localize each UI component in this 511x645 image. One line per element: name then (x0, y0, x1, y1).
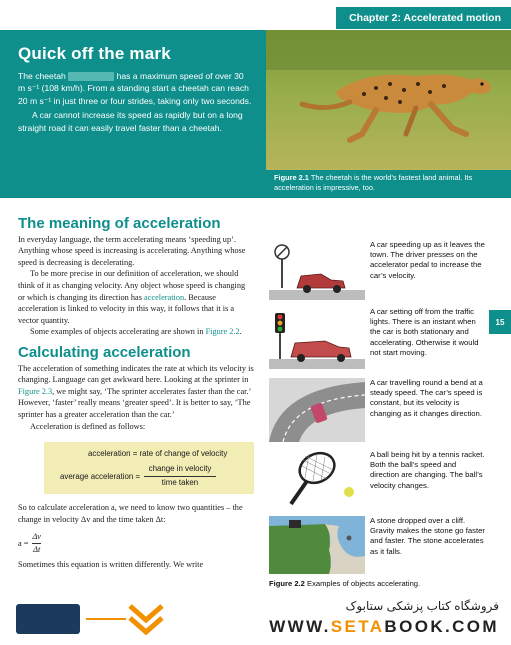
url-suffix: BOOK.COM (384, 617, 499, 636)
calc-paragraph-1 (18, 363, 254, 421)
main-column (18, 215, 254, 571)
figure-2-1-caption (266, 170, 511, 198)
cliff-stone-illustration (269, 516, 365, 574)
average-acceleration-lhs: average acceleration = (60, 472, 141, 482)
top-bar (0, 0, 511, 30)
fraction-denominator: time taken (161, 477, 199, 487)
url-prefix: WWW. (269, 617, 331, 636)
caption-label: Figure 2.1 (274, 173, 309, 182)
intro-title: Quick off the mark (18, 44, 171, 63)
fraction-numerator: change in velocity (144, 463, 216, 477)
watermark-footer (0, 592, 511, 645)
intro-paragraph-1 (18, 70, 252, 107)
caption-text: The cheetah is the world’s fastest land animal. Its acceleration is impressive, too. (274, 173, 473, 192)
meaning-paragraph-1: In everyday language, the term accelerating means ‘speeding up’. Anything whose speed is increasing is accelerating. Anything whose speed is decreasing is decelerating. (18, 234, 246, 267)
equation-denominator: Δt (33, 544, 41, 554)
acceleration-link[interactable]: acceleration (144, 292, 185, 302)
figure-text-2: A car setting off from the traffic lights. There is an instant when the car is both stationary and accelerating. Otherwise it would not start moving. (370, 307, 479, 357)
figure-text-3: A car travelling round a bend at a steady speed. The car’s speed is constant, but its velocity is changing as it changes direction. (370, 378, 483, 418)
cheetah-photo (266, 30, 511, 170)
text-span: , we might say, ‘The sprinter accelerates faster than the car.’ However, ‘faster’ really means ‘greater speed’. It is better to say, ‘The sprinter has a greater acceleration than the car.’ (18, 386, 251, 419)
setabook-logo (10, 600, 170, 640)
section-title-meaning: The meaning of acceleration (18, 215, 221, 232)
figure-2-2-caption (269, 579, 420, 588)
page-number: 15 (489, 310, 511, 334)
figure-text-5: A stone dropped over a cliff. Gravity makes the stone go faster and faster. The stone accelerates as it falls. (370, 516, 485, 556)
figure-text-1: A car speeding up as it leaves the town. The driver presses on the accelerator pedal to increase the car’s velocity. (370, 240, 485, 280)
caption-text: Examples of objects accelerating. (307, 579, 421, 588)
calc-paragraph-3: So to calculate acceleration a, we need to know two quantities – the change in velocity Δv and the time taken Δt: (18, 503, 243, 524)
definition-box (44, 442, 254, 494)
intro-p1-end: has a maximum speed of over 30 m s⁻¹ (108 km/h). From a standing start a cheetah can reach 20 m s⁻¹ in just three or four strides, taking only two seconds. (18, 71, 252, 106)
equation-fraction (32, 531, 41, 555)
figure-text-4: A ball being hit by a tennis racket. Both the ball’s speed and direction are changing. The ball’s velocity changes. (370, 450, 485, 490)
meaning-paragraph-2 (18, 268, 254, 326)
text-span: . Because acceleration is linked to velocity in this way, it follows that it is a vector quantity. (18, 292, 235, 325)
equation-lhs: a = (18, 538, 29, 548)
car-leaving-town-illustration (269, 240, 365, 300)
text-span: To be more precise in our definition of acceleration, we should think of it as changing velocity. Any object whose speed is changing or which is changing its direction has (18, 269, 246, 302)
car-at-traffic-lights-illustration (269, 307, 365, 369)
definition-line: acceleration = rate of change of velocity (88, 449, 228, 459)
average-acceleration-fraction (144, 463, 216, 488)
equation-numerator: Δv (32, 531, 41, 544)
intro-paragraph-2: A car cannot increase its speed as rapidly but on a long straight road it can easily travel faster than a cheetah. (18, 110, 243, 133)
shop-title: فروشگاه کتاب پزشکی ستابوک (345, 599, 499, 613)
intro-panel (0, 30, 266, 198)
intro-p1-start: The cheetah (18, 71, 66, 81)
meaning-paragraph-3 (18, 326, 254, 338)
text-span: . (239, 327, 242, 337)
calc-paragraph-2: Acceleration is defined as follows: (30, 421, 146, 431)
text-span: The acceleration of something indicates the rate at which its velocity is changing. Language can get awkward here. Looking at the sprinter in (18, 363, 254, 385)
section-title-calculating: Calculating acceleration (18, 343, 191, 361)
url-highlight: SETA (330, 617, 385, 636)
shop-url[interactable] (269, 617, 499, 637)
figure-2-2-link[interactable]: Figure 2.2 (205, 327, 240, 337)
figure-2-3-link[interactable]: Figure 2.3 (18, 386, 53, 396)
acceleration-equation (18, 531, 254, 555)
car-on-bend-illustration (269, 378, 365, 442)
chapter-heading: Chapter 2: Accelerated motion (336, 7, 511, 29)
tennis-ball-illustration (269, 448, 365, 510)
redaction-mark (68, 72, 114, 81)
calc-paragraph-4: Sometimes this equation is written differently. We write (18, 560, 204, 570)
caption-label: Figure 2.2 (269, 579, 305, 588)
text-span: Some examples of objects accelerating are shown in (30, 327, 204, 337)
